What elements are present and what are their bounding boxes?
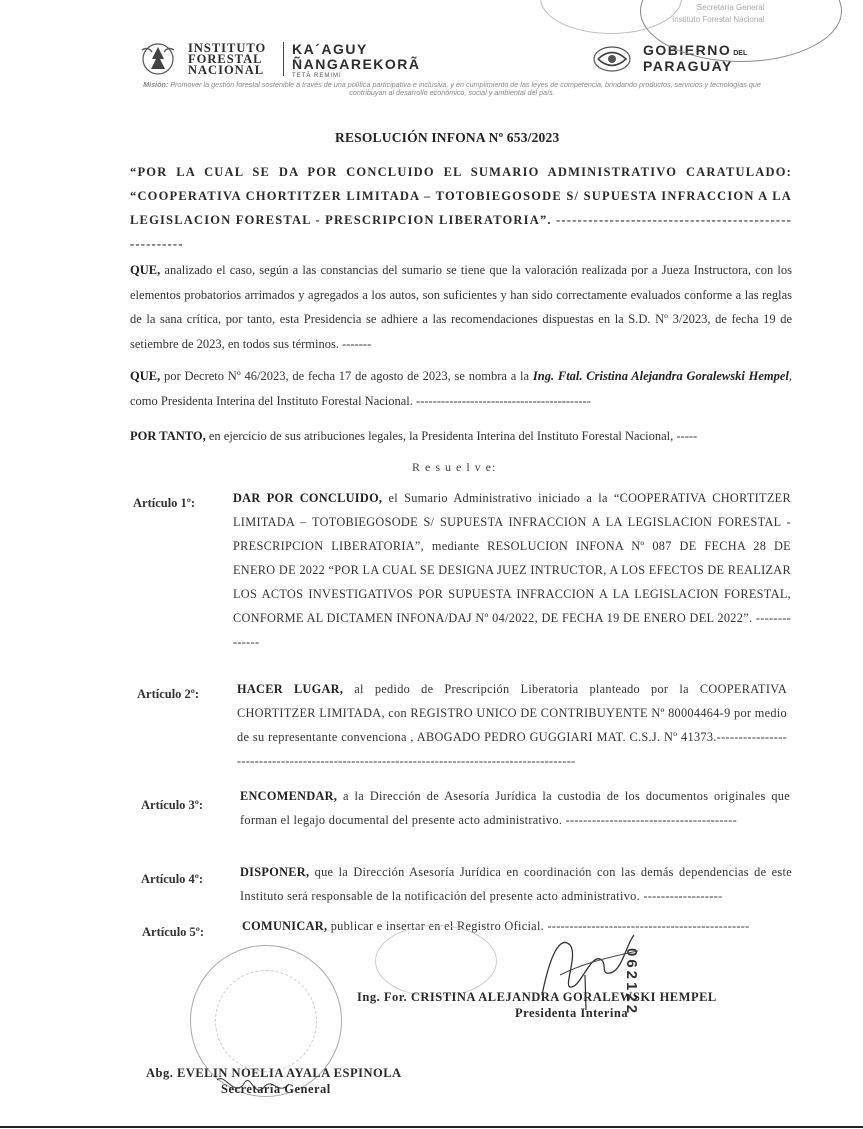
resuelve-heading: R e s u e l v e: [412, 460, 497, 474]
institute-line: FORESTAL [188, 52, 263, 66]
reception-stamp-text [672, 2, 765, 26]
institute-name [188, 43, 266, 76]
kaaguy-line: KA´AGUY [292, 41, 368, 57]
institute-line: NACIONAL [188, 63, 265, 77]
gobierno-line: GOBIERNO [643, 42, 732, 58]
appointee-name: Ing. Ftal. Cristina Alejandra Goralewski Hempel [532, 369, 789, 383]
mision-text: Promover la gestión forestal sostenible a través de una política participativa e inclusiva, y en cumplimiento de las leyes de competencia, brindando productos, servicios y tecnologías que contribuyan al desarrollo económico, social y ambiental del país. [170, 80, 761, 97]
article-label: Artículo 5º: [142, 925, 205, 939]
article-label: Artículo 4º: [141, 872, 204, 886]
article-body: el Sumario Administrativo iniciado a la “COOPERATIVA CHORTITZER LIMITADA – TOTOBIEGOSODE S/ SUPUESTA INFRACCION A LA LEGISLACION FORESTAL - PRESCRIPCION LIBERATORIA”, mediante RESOLUCION INFONA Nº 087 DE FECHA 28 DE ENERO DE 2022 “POR LA CUAL SE DESIGNA JUEZ INTRUCTOR, A LOS EFECTOS DE REALIZAR LOS ACTOS INVESTIGATIVOS POR SUPUESTA INFRACCION A LA LEGISLACION FORESTAL, CONFORME AL DICTAMEN INFONA/DAJ Nº 04/2022, DE FECHA 19 DE ENERO DEL 2022”. -------------- [233, 491, 791, 649]
article-body: al pedido de Prescripción Liberatoria planteado por la COOPERATIVA CHORTITZER LIMITADA, con REGISTRO UNICO DE CONTRIBUYENTE Nº 80004464-9 por medio de su representante convenciona , ABOGADO PEDRO GUGGIARI MAT. C.S.J. Nº 41373.--------------------------------------------------------------------------------------------- [237, 682, 787, 768]
bottom-border [0, 1126, 863, 1128]
paragraph-text: analizado el caso, según a las constancias del sumario se tiene que la valoración realizada por a Jueza Instructora, con los elementos probatorios arrimados y agregados a los autos, son suficientes y han sido correctamente evaluados conforme a las reglas de la sana crítica, por tanto, esta Presidencia se adhiere a las recomendaciones dispuestas en la S.D. Nº 3/2023, de fecha 19 de setiembre de 2023, en todos sus términos. ------- [130, 263, 792, 351]
article-verb: COMUNICAR, [242, 919, 328, 933]
signer-title: Secretaría General [221, 1082, 331, 1096]
article-body: publicar e insertar en el Registro Oficial. ---------------------------------------------- [327, 919, 750, 933]
stamp-line: Secretaría General [696, 3, 765, 12]
kaaguy-line: ÑANGAREKORÃ [292, 56, 421, 72]
signer-name: Abg. EVELIN NOELIA AYALA ESPINOLA [146, 1066, 402, 1080]
article-text [242, 914, 792, 938]
article-verb: DAR POR CONCLUIDO, [233, 491, 383, 505]
considerando-paragraph [130, 364, 792, 413]
signer-name: Ing. For. CRISTINA ALEJANDRA GORALEWSKI HEMPEL [357, 990, 717, 1004]
paragraph-lead: POR TANTO, [130, 429, 206, 443]
gobierno-line: PARAGUAY [643, 58, 733, 74]
paragraph-text: por Decreto Nº 46/2023, de fecha 17 de agosto de 2023, se nombra a la [160, 369, 533, 383]
letterhead [130, 38, 770, 118]
article-text [233, 486, 791, 654]
paragraph-lead: QUE, [130, 263, 161, 277]
article-verb: DISPONER, [240, 865, 310, 879]
considerando-paragraph [130, 258, 792, 356]
article-body: a la Dirección de Asesoría Jurídica la custodia de los documentos originales que forman el legajo documental del presente acto administrativo. --------------------------------------- [240, 789, 790, 827]
paraguay-seal-icon [590, 44, 634, 74]
article-verb: ENCOMENDAR, [240, 789, 338, 803]
resolution-heading: “POR LA CUAL SE DA POR CONCLUIDO EL SUMARIO ADMINISTRATIVO CARATULADO: “COOPERATIVA CHORTITZER LIMITADA – TOTOBIEGOSODE S/ SUPUESTA INFRACCION A LA LEGISLACION FORESTAL - PRESCRIPCION LIBERATORIA”. ------------------------------------------------------ [130, 165, 793, 251]
stamp-line: Instituto Forestal Nacional [672, 15, 765, 24]
teta-remimi: TETÃ REMIMI [292, 73, 342, 79]
paragraph-text: , como Presidenta Interina del Instituto Forestal Nacional. ------------------------------------------ [130, 369, 792, 408]
article-text [240, 784, 790, 832]
infona-logo-icon [138, 40, 178, 78]
paragraph-text: en ejercicio de sus atribuciones legales, la Presidenta Interina del Instituto Forestal Nacional, ----- [205, 429, 698, 443]
signer-title: Presidenta Interina [515, 1006, 629, 1020]
resolution-title: RESOLUCIÓN INFONA Nº 653/2023 [335, 130, 560, 145]
article-label: Artículo 2º: [137, 687, 200, 701]
mision-label: Misión: [143, 80, 169, 89]
article-label: Artículo 3º: [141, 798, 204, 812]
serial-number: 062122 [623, 948, 640, 1017]
article-text [237, 677, 787, 773]
article-text [240, 860, 792, 908]
article-label: Artículo 1º: [133, 496, 196, 510]
article-body: que la Dirección Asesoría Jurídica en coordinación con las demás dependencias de este Instituto será responsable de la notificación del presente acto administrativo. ------------------ [240, 865, 792, 903]
gobierno-connector: DEL [733, 50, 748, 57]
mision-statement [142, 81, 762, 97]
por-tanto-paragraph [130, 424, 792, 449]
official-seal-stamp-inner [215, 970, 317, 1072]
kaaguy-name [292, 42, 421, 72]
institute-line: INSTITUTO [188, 41, 267, 55]
presidency-seal-stamp [375, 925, 497, 997]
header-divider [283, 42, 284, 76]
article-verb: HACER LUGAR, [237, 682, 344, 696]
paragraph-lead: QUE, [130, 369, 161, 383]
